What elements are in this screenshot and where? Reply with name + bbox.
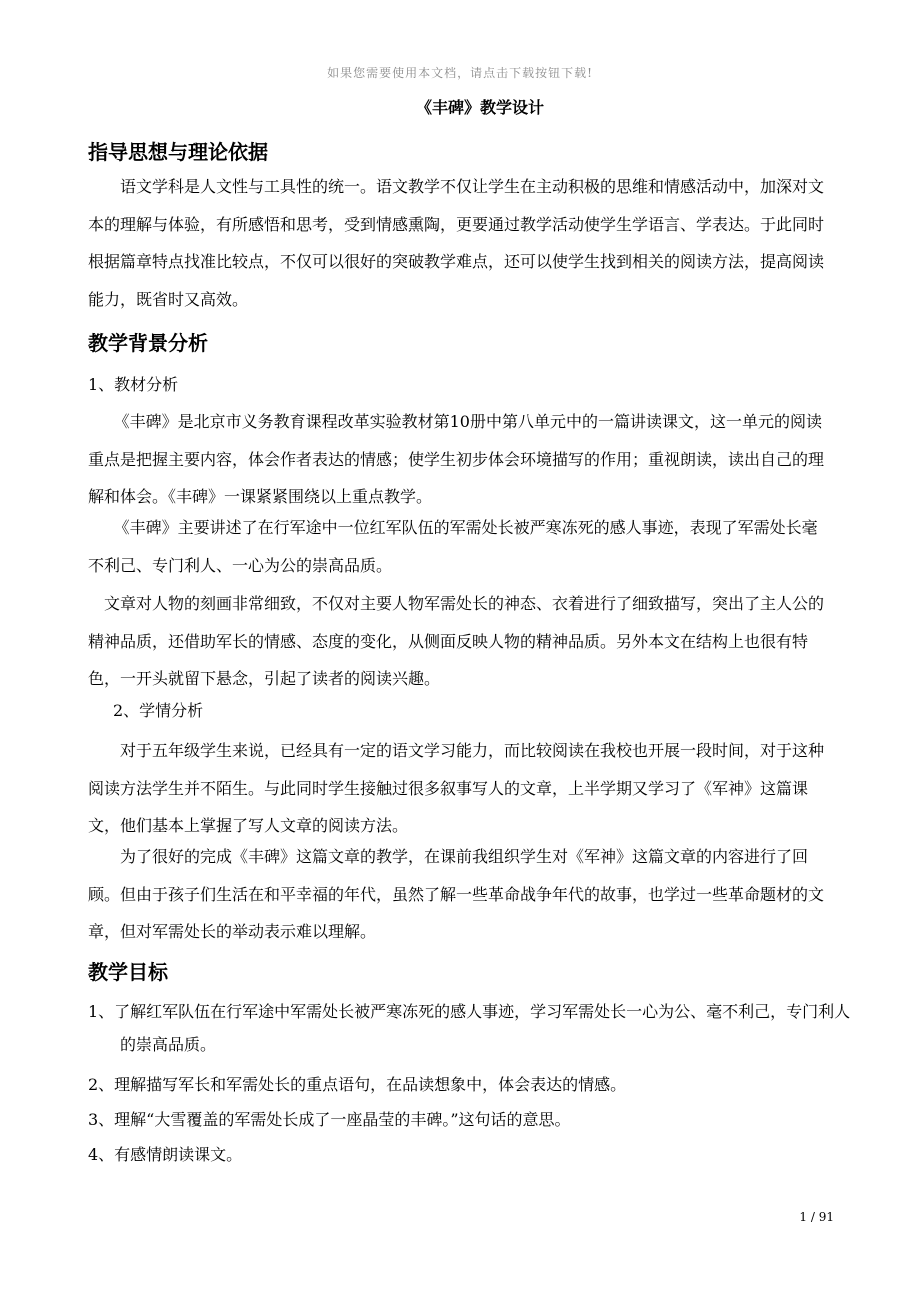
student-paragraph-1: 对于五年级学生来说，已经具有一定的语文学习能力，而比较阅读在我校也开展一段时间，对于这种阅读方法学生并不陌生。与此同时学生接触过很多叙事写人的文章，上半学期又学习了《军神》这篇课文，他们基本上掌握了写人文章的阅读方法。: [88, 741, 825, 835]
material-paragraph-3: 文章对人物的刻画非常细致，不仅对主要人物军需处长的神态、衣着进行了细致描写，突出了主人公的精神品质，还借助军长的情感、态度的变化，从侧面反映人物的精神品质。另外本文在结构上也很有特色，一开头就留下悬念，引起了读者的阅读兴趣。: [88, 594, 825, 688]
goal-item-4: 4、有感情朗读课文。: [88, 1145, 243, 1164]
goal-item-3: 3、理解“大雪覆盖的军需处长成了一座晶莹的丰碑。”这句话的意思。: [88, 1110, 571, 1129]
page-number: 1 / 91: [799, 1210, 834, 1224]
section-heading-background: 教学背景分析: [88, 331, 208, 355]
material-paragraph-2: 《丰碑》主要讲述了在行军途中一位红军队伍的军需处长被严寒冻死的感人事迹，表现了军需处长毫不利己、专门利人、一心为公的崇高品质。: [88, 518, 818, 575]
guiding-paragraph: 语文学科是人文性与工具性的统一。语文教学不仅让学生在主动积极的思维和情感活动中，加深对文本的理解与体验，有所感悟和思考，受到情感熏陶，更要通过教学活动使学生学语言、学表达。于此同时根据篇章特点找准比较点，不仅可以很好的突破教学难点，还可以使学生找到相关的阅读方法，提高阅读能力，既省时又高效。: [88, 177, 825, 309]
goal-item-1: 1、了解红军队伍在行军途中军需处长被严寒冻死的感人事迹，学习军需处长一心为公、毫不利己，专门利人的崇高品质。: [88, 1002, 851, 1054]
material-analysis-label: 1、教材分析: [88, 375, 179, 394]
goal-item-2: 2、理解描写军长和军需处长的重点语句，在品读想象中，体会表达的情感。: [88, 1075, 627, 1094]
download-notice: 如果您需要使用本文档，请点击下载按钮下载!: [327, 66, 593, 80]
material-paragraph-1: 《丰碑》是北京市义务教育课程改革实验教材第10册中第八单元中的一篇讲读课文，这一单元的阅读重点是把握主要内容，体会作者表达的情感；使学生初步体会环境描写的作用；重视朗读，读出自己的理解和体会。《丰碑》一课紧紧围绕以上重点教学。: [88, 412, 825, 506]
section-heading-guiding: 指导思想与理论依据: [88, 140, 268, 164]
student-paragraph-2: 为了很好的完成《丰碑》这篇文章的教学，在课前我组织学生对《军神》这篇文章的内容进行了回顾。但由于孩子们生活在和平幸福的年代，虽然了解一些革命战争年代的故事，也学过一些革命题材的文章，但对军需处长的举动表示难以理解。: [88, 847, 825, 941]
student-analysis-label: 2、学情分析: [113, 701, 204, 720]
document-title: 《丰碑》教学设计: [415, 98, 544, 117]
section-heading-goals: 教学目标: [88, 960, 168, 984]
